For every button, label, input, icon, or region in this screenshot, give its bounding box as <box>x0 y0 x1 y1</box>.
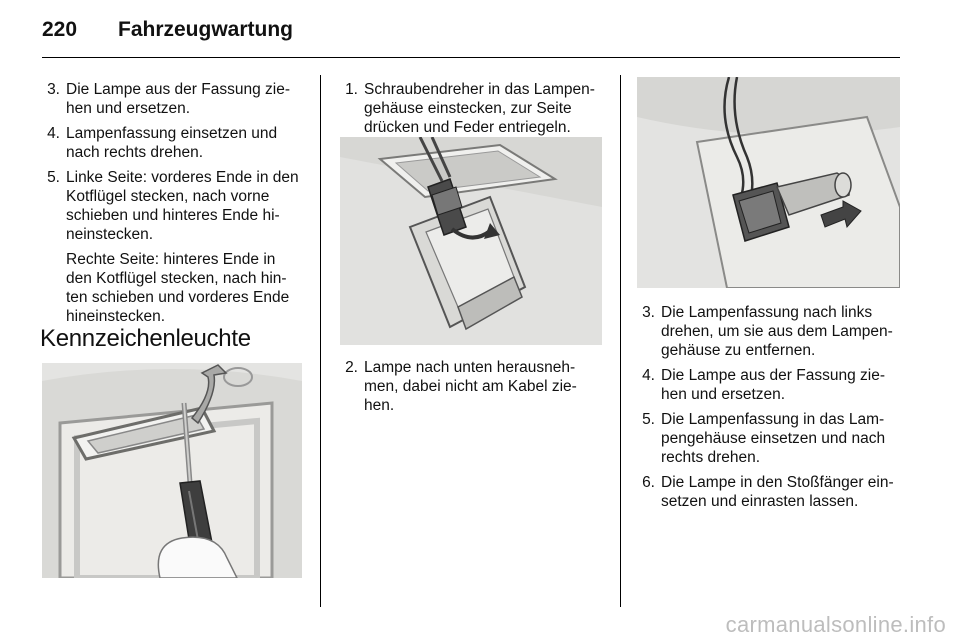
step-line: Die Lampenfassung nach links <box>661 304 873 321</box>
step-line: setzen und einrasten lassen. <box>661 493 859 510</box>
step-subparagraph <box>66 250 310 326</box>
step-item <box>42 80 310 118</box>
step-number: 4. <box>642 367 655 384</box>
step-number: 5. <box>47 169 60 186</box>
step-item <box>637 410 905 467</box>
watermark-text: carmanualsonline.info <box>725 612 946 637</box>
subpara-line: hineinstecken. <box>66 308 166 325</box>
step-text <box>661 473 905 511</box>
step-item <box>637 473 905 511</box>
step-line: neinstecken. <box>66 226 154 243</box>
step-text <box>364 358 610 415</box>
step-item <box>637 303 905 360</box>
middle-column-bottom <box>340 358 610 421</box>
step-number: 3. <box>642 304 655 321</box>
section-heading: Kennzeichenleuchte <box>40 325 251 352</box>
subpara-line: ten schieben und vorderes Ende <box>66 289 290 306</box>
step-number: 3. <box>47 81 60 98</box>
page-title: Fahrzeugwartung <box>118 18 294 41</box>
column-divider-left <box>320 75 321 607</box>
step-line: gehäuse zu entfernen. <box>661 342 816 359</box>
step-line: men, dabei nicht am Kabel zie- <box>364 378 577 395</box>
right-column <box>637 303 905 517</box>
step-line: Schraubendreher in das Lampen- <box>364 81 595 98</box>
step-line: drücken und Feder entriegeln. <box>364 119 571 136</box>
page-header <box>42 18 293 48</box>
lamp-socket-illustration <box>637 77 900 288</box>
step-text <box>66 80 310 118</box>
header-rule <box>42 57 900 58</box>
step-text <box>364 80 610 137</box>
step-item <box>42 168 310 244</box>
figure-screwdriver-release <box>42 363 302 578</box>
middle-column-top <box>340 80 610 143</box>
step-number: 4. <box>47 125 60 142</box>
step-number: 1. <box>345 81 358 98</box>
step-text <box>66 124 310 162</box>
step-line: schieben und hinteres Ende hi- <box>66 207 280 224</box>
step-line: Linke Seite: vorderes Ende in den <box>66 169 299 186</box>
step-line: gehäuse einstecken, zur Seite <box>364 100 572 117</box>
step-item <box>340 358 610 415</box>
step-line: Kotflügel stecken, nach vorne <box>66 188 270 205</box>
figure-lamp-socket <box>637 77 900 288</box>
column-divider-right <box>620 75 621 607</box>
step-line: hen. <box>364 397 395 414</box>
step-line: drehen, um sie aus dem Lampen- <box>661 323 893 340</box>
step-text <box>661 410 905 467</box>
step-line: rechts drehen. <box>661 449 761 466</box>
step-line: Die Lampenfassung in das Lam- <box>661 411 885 428</box>
page-number: 220 <box>42 18 78 41</box>
step-number: 2. <box>345 359 358 376</box>
step-number: 5. <box>642 411 655 428</box>
step-line: Die Lampe aus der Fassung zie- <box>66 81 291 98</box>
screwdriver-illustration <box>42 363 302 578</box>
subpara-line: den Kotflügel stecken, nach hin- <box>66 270 287 287</box>
step-line: hen und ersetzen. <box>66 100 191 117</box>
step-number: 6. <box>642 474 655 491</box>
step-item <box>42 124 310 162</box>
step-text <box>661 303 905 360</box>
lamp-housing-illustration <box>340 137 602 345</box>
step-line: Lampenfassung einsetzen und <box>66 125 278 142</box>
step-line: Die Lampe in den Stoßfänger ein- <box>661 474 894 491</box>
subpara-line: Rechte Seite: hinteres Ende in <box>66 251 276 268</box>
left-column <box>42 80 310 326</box>
step-text <box>66 168 310 244</box>
step-line: hen und ersetzen. <box>661 386 786 403</box>
step-text <box>661 366 905 404</box>
step-line: Die Lampe aus der Fassung zie- <box>661 367 886 384</box>
figure-lamp-housing-release <box>340 137 602 345</box>
step-item <box>637 366 905 404</box>
step-line: pengehäuse einsetzen und nach <box>661 430 886 447</box>
step-line: nach rechts drehen. <box>66 144 204 161</box>
step-item <box>340 80 610 137</box>
step-line: Lampe nach unten herausneh- <box>364 359 576 376</box>
